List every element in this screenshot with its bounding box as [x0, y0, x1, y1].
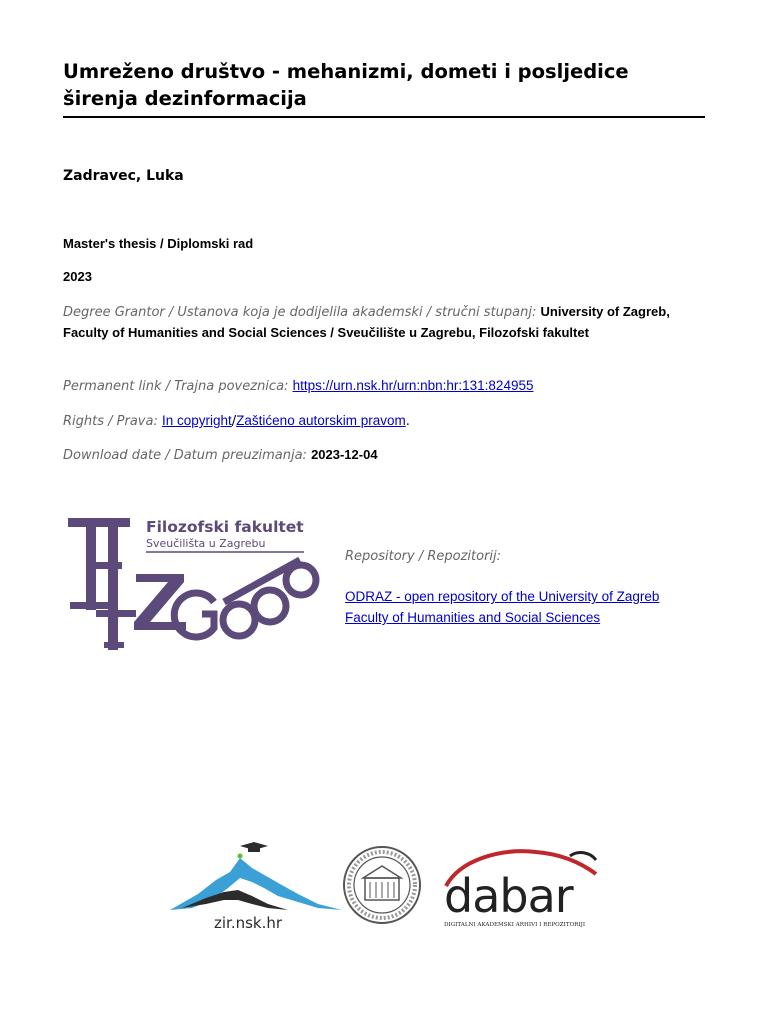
rights-end: .	[405, 414, 410, 429]
permanent-link-label: Permanent link / Trajna poveznica:	[63, 379, 289, 394]
dabar-text: dabar	[444, 869, 573, 923]
author-name: Zadravec, Luka	[63, 168, 184, 184]
dabar-subtitle: DIGITALNI AKADEMSKI ARHIVI I REPOZITORIJI	[444, 922, 586, 928]
degree-grantor	[63, 302, 703, 344]
download-date-value: 2023-12-04	[311, 447, 378, 462]
repository-label: Repository / Repozitorij:	[345, 549, 502, 564]
zir-logo	[168, 838, 344, 932]
in-copyright-link[interactable]: In copyright	[161, 413, 232, 428]
rights-row	[63, 411, 703, 432]
ffzg-name: Filozofski fakultet	[146, 518, 304, 536]
zir-text: zir.nsk.hr	[214, 914, 283, 932]
download-date-row	[63, 445, 703, 466]
rights-label: Rights / Prava:	[63, 414, 158, 429]
degree-grantor-value: University of Zagreb, Faculty of Humanities and Social Sciences / Sveučilište u Zagrebu, Filozofski fakultet	[63, 304, 670, 340]
document-title: Umreženo društvo - mehanizmi, dometi i posljedice širenja dezinformacija	[63, 60, 629, 110]
dabar-logo	[440, 846, 602, 930]
download-date-label: Download date / Datum preuzimanja:	[63, 448, 307, 463]
permanent-link[interactable]: https://urn.nsk.hr/urn:nbn:hr:131:824955	[292, 378, 534, 393]
ffzg-subtitle: Sveučilišta u Zagrebu	[146, 537, 266, 550]
permanent-link-row	[63, 376, 703, 397]
rights-separator: /	[231, 414, 237, 429]
ffzg-logo	[64, 510, 320, 658]
repository-link-line2[interactable]: Faculty of Humanities and Social Sciences	[345, 610, 601, 625]
thesis-year: 2023	[63, 269, 92, 284]
repository-link-line1[interactable]: ODRAZ - open repository of the University of Zagreb	[345, 589, 660, 604]
zasticeno-link[interactable]: Zaštićeno autorskim pravom	[236, 413, 406, 428]
degree-grantor-label: Degree Grantor / Ustanova koja je dodijelila akademski / stručni stupanj:	[63, 305, 537, 320]
thesis-type: Master's thesis / Diplomski rad	[63, 236, 254, 251]
title-divider	[63, 116, 705, 118]
university-seal-icon	[341, 844, 423, 926]
